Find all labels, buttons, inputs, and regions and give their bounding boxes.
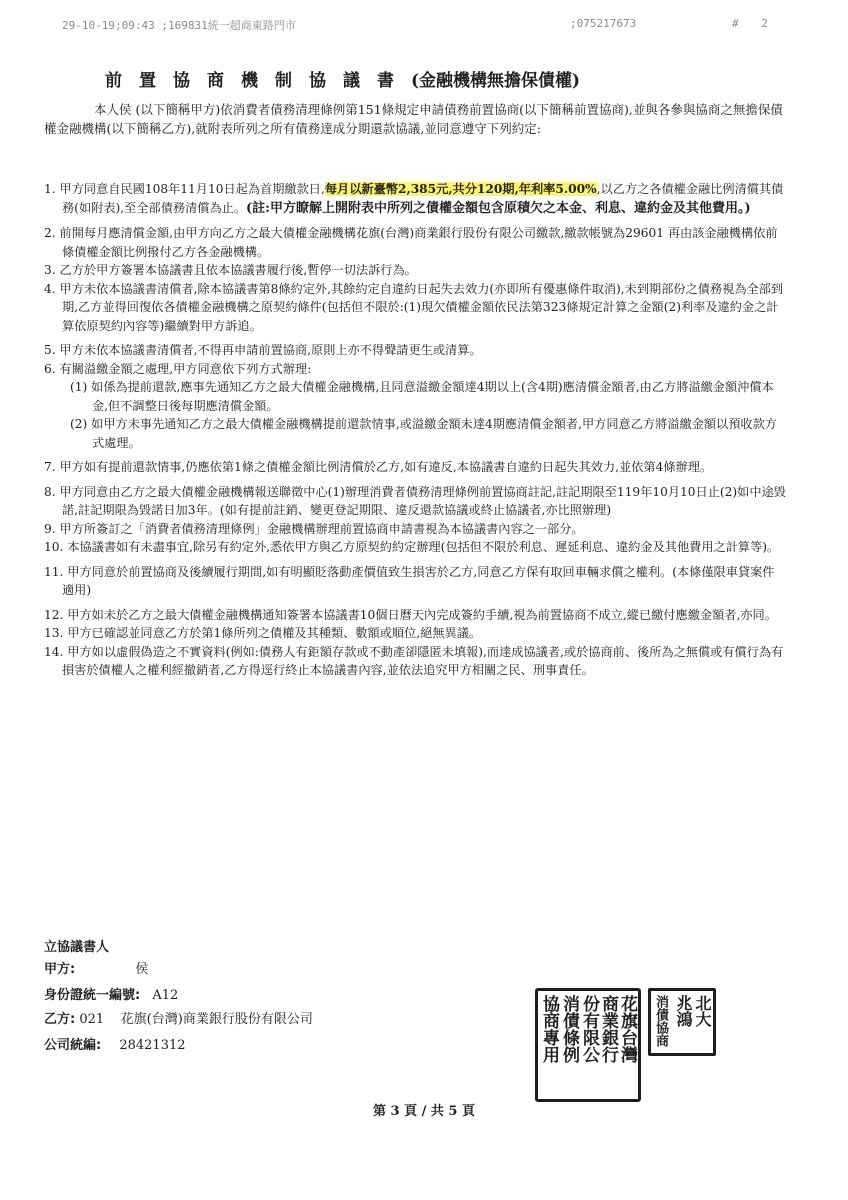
seal-big-col-5: 花旗台灣 bbox=[617, 995, 637, 1063]
clause-9: 9. 甲方所簽訂之「消費者債務清理條例」金融機構辦理前置協商申請書視為本協議書內容之一部分。 bbox=[44, 521, 584, 536]
id-label: 身份證統一編號: bbox=[44, 988, 141, 1003]
fax-header-right: # 2 bbox=[732, 17, 776, 30]
party-b-value: 021 花旗(台灣)商業銀行股份有限公司 bbox=[79, 1012, 313, 1027]
page-number-footer: 第 3 頁 / 共 5 頁 bbox=[373, 1104, 475, 1119]
seal-big-col-2: 消債條例 bbox=[559, 995, 579, 1063]
seal-small-col-3: 北大 bbox=[693, 995, 712, 1027]
party-a-value: 侯 bbox=[135, 962, 149, 977]
signature-company-id bbox=[44, 1034, 186, 1053]
seal-small-col-2: 兆鴻 bbox=[674, 995, 693, 1027]
clause-5: 5. 甲方未依本協議書清償者,不得再申請前置協商,原則上亦不得聲請更生或清算。 bbox=[44, 343, 482, 357]
fax-header-left: 29-10-19;09:43 ;169831統一超商東路門市 bbox=[62, 19, 296, 32]
company-id-value: 28421312 bbox=[119, 1038, 186, 1053]
clause-6: 6. 有關溢繳金額之處理,甲方同意依下列方式辦理: bbox=[44, 361, 312, 376]
clause-10: 10. 本協議書如有未盡事宜,除另有約定外,悉依甲方與乙方原契約約定辦理(包括但不限於利息、遲延利息、違約金及其他費用之計算等)。 bbox=[44, 540, 780, 554]
clause-11: 11. 甲方同意於前置協商及後續履行期間,如有明顯貶落動產價值致生損害於乙方,同意乙方保有取回車輛求償之權利。(本條僅限車貸案件適用) bbox=[44, 564, 775, 597]
signature-id bbox=[44, 984, 178, 1003]
intro-paragraph: 本人侯 (以下簡稱甲方)依消費者債務清理條例第151條規定申請債務前置協商(以下簡稱前置協商),並與各參與協商之無擔保債權金融機構(以下簡稱乙方),就附表所列之所有債務達成分期還款協議,並同意遵守下列約定: bbox=[44, 102, 783, 136]
clause-3: 3. 乙方於甲方簽署本協議書且依本協議書履行後,暫停一切法訴行為。 bbox=[44, 263, 417, 277]
clause-1-text-after: ,以乙方之各債權金融比例清償其債務(如附表),至全部債務清償為止。 bbox=[62, 182, 784, 215]
signature-party-a bbox=[44, 958, 148, 977]
clause-6-sub-1: (1) 如係為提前還款,應事先通知乙方之最大債權金融機構,且同意溢繳金額達4期以上(含4期)應清償金額者,由乙方將溢繳金額沖償本金,但不調整日後每期應清償金額。 bbox=[70, 380, 774, 413]
id-value: A12 bbox=[152, 988, 179, 1003]
clause-13: 13. 甲方已確認並同意乙方於第1條所列之債權及其種類、數額或順位,絕無異議。 bbox=[44, 626, 482, 640]
clause-12: 12. 甲方如未於乙方之最大債權金融機構通知簽署本協議書10個日曆天內完成簽約手續,視為前置協商不成立,縱已繳付應繳金額者,亦同。 bbox=[44, 607, 777, 622]
signature-heading-label: 立協議書人 bbox=[44, 940, 110, 955]
party-a-label: 甲方: bbox=[44, 962, 76, 977]
clause-7: 7. 甲方如有提前還款情事,仍應依第1條之債權金額比例清償於乙方,如有違反,本協議書自違約日起失其效力,並依第4條辦理。 bbox=[44, 460, 713, 474]
seal-small-col-1: 消債協商 bbox=[653, 995, 668, 1047]
signature-heading bbox=[44, 936, 109, 955]
seal-big-col-1: 協商專用 bbox=[539, 995, 559, 1063]
clause-6-sub-2: (2) 如甲方未事先通知乙方之最大債權金融機構提前還款情事,或溢繳金額未達4期應清償金額者,甲方同意乙方將溢繳金額以預收款方式處理。 bbox=[70, 417, 777, 450]
bank-seal-stamp bbox=[535, 988, 641, 1102]
clause-1-note: (註:甲方瞭解上開附表中所列之債權金額包含原積欠之本金、利息、違約金及其他費用。) bbox=[246, 200, 751, 216]
document-title bbox=[105, 66, 580, 91]
personal-seal-stamp bbox=[648, 988, 716, 1056]
signature-party-b bbox=[44, 1008, 313, 1027]
clause-1-text-before: 1. 甲方同意自民國108年11月10日起為首期繳款日, bbox=[44, 182, 325, 196]
clause-1-highlighted-terms: 每月以新臺幣2,385元,共分120期,年利率5.00% bbox=[324, 182, 597, 196]
clause-8: 8. 甲方同意由乙方之最大債權金融機構報送聯徵中心(1)辦理消費者債務清理條例前置協商註記,註記期限至119年10月10日止(2)如中途毀諾,註記期限為毀諾日加3年。(如有提前註銷、變更登記期限、違反還款協議或終止協議者,亦比照辦理) bbox=[44, 484, 786, 517]
clause-4: 4. 甲方未依本協議書清償者,除本協議書第8條約定外,其餘約定自違約日起失去效力(亦即所有優惠條件取消),未到期部份之債務視為全部到期,乙方並得回復依各債權金融機構之原契約條件(包括但不限於:(1)現欠債權金額依民法第323條規定計算之金額(2)利率及違約金之計算依原契約內容等)繼續對甲方訴追。 bbox=[44, 281, 784, 333]
fax-header-middle: ;075217673 bbox=[570, 17, 637, 30]
clause-1 bbox=[44, 180, 786, 218]
title-main: 前置協商機制協議書 bbox=[105, 71, 411, 91]
title-sub: (金融機構無擔保債權) bbox=[411, 71, 581, 91]
clauses-list bbox=[44, 180, 786, 680]
company-id-label: 公司統編: bbox=[44, 1038, 102, 1053]
party-b-label: 乙方: bbox=[44, 1012, 76, 1027]
clause-14: 14. 甲方如以虛假偽造之不實資料(例如:債務人有鉅額存款或不動產卻隱匿未填報),而達成協議者,或於協商前、後所為之無償或有償行為有損害於債權人之權利經撤銷者,乙方得逕行終止本協議書內容,並依法追究甲方相關之民、刑事責任。 bbox=[44, 644, 784, 677]
seal-big-col-4: 商業銀行 bbox=[598, 995, 618, 1063]
seal-big-col-3: 份有限公 bbox=[579, 995, 599, 1063]
clause-2: 2. 前開每月應清償金額,由甲方向乙方之最大債權金融機構花旗(台灣)商業銀行股份有限公司繳款,繳款帳號為29601 再由該金融機構依前條債權金額比例撥付乙方各金融機構。 bbox=[44, 226, 778, 259]
